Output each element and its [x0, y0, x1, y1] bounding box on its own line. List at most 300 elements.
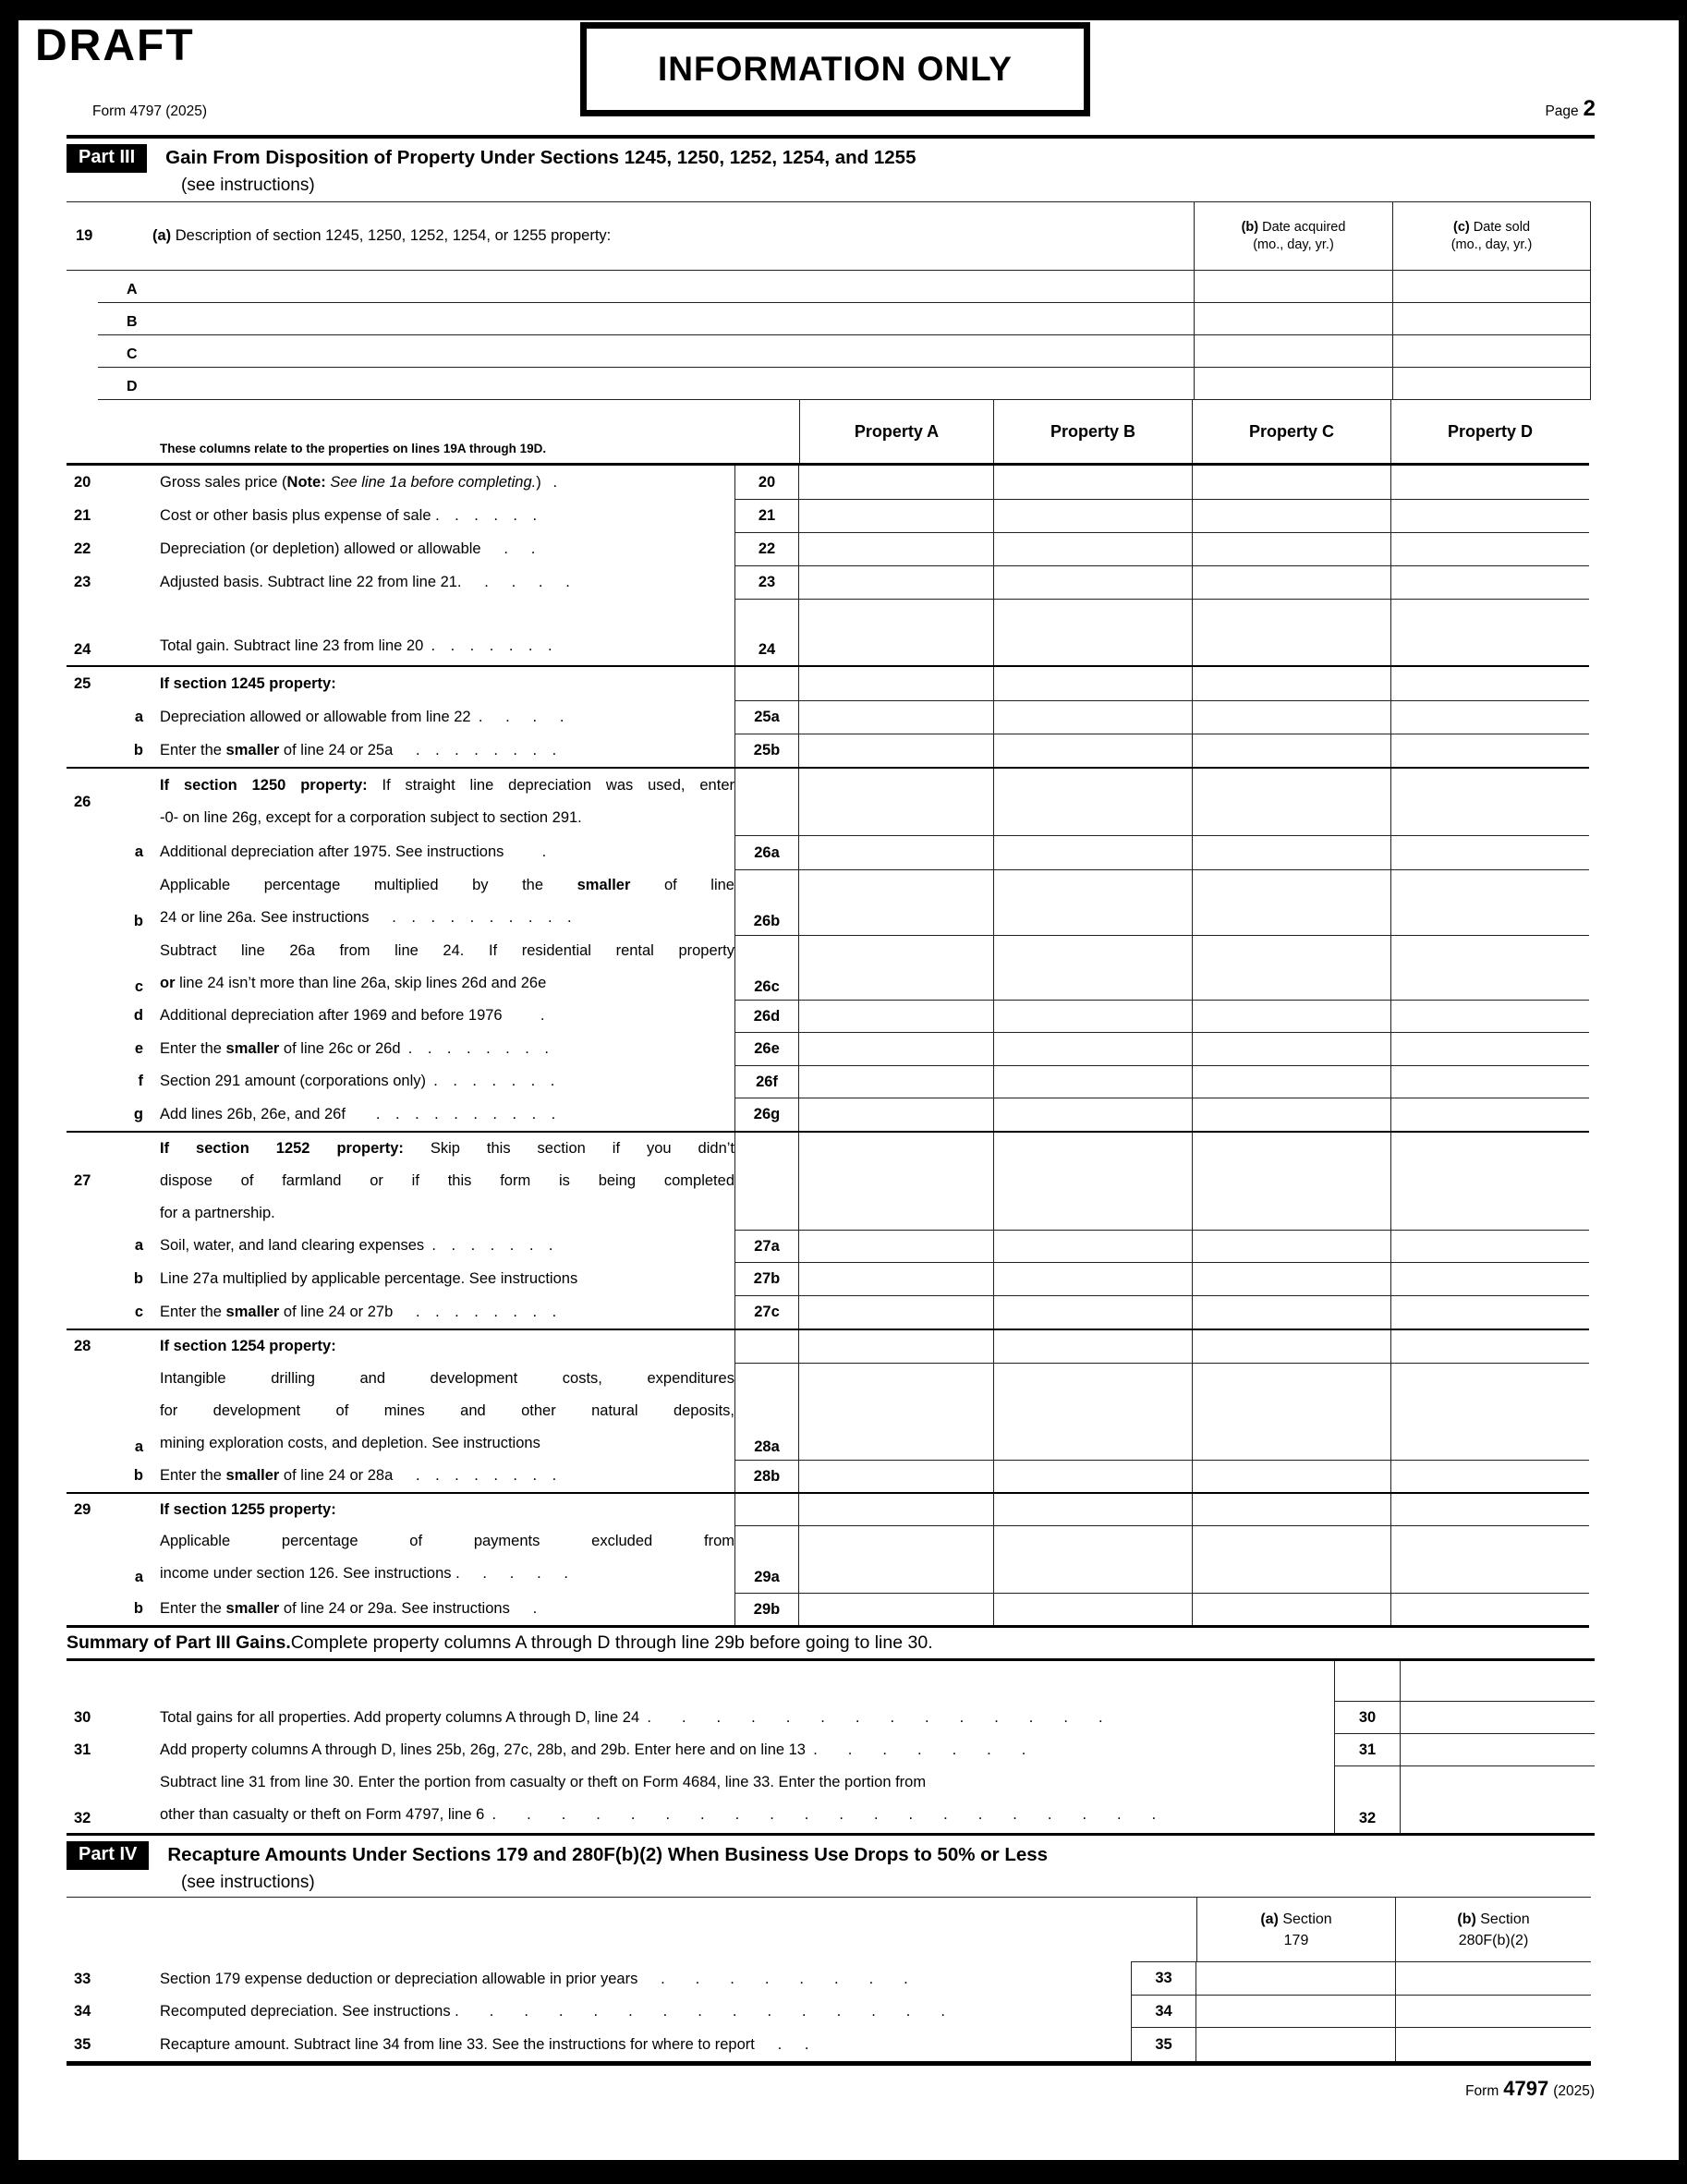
line-number-margin: 34 — [74, 2003, 91, 2020]
table-row — [67, 532, 1589, 565]
entry-20-c[interactable] — [1192, 466, 1390, 499]
empty-cell — [799, 1133, 993, 1230]
entry-27b-b[interactable] — [993, 1262, 1192, 1295]
line-number-box: 33 — [1131, 1962, 1196, 1996]
entry-26c-d[interactable] — [1390, 935, 1589, 1002]
entry-26c-c[interactable] — [1192, 935, 1390, 1002]
entry-24-b[interactable] — [993, 599, 1192, 665]
entry-29b-d[interactable] — [1390, 1593, 1589, 1625]
entry-28b-d[interactable] — [1390, 1460, 1589, 1492]
line-number-margin: 31 — [74, 1741, 91, 1758]
table-row — [67, 599, 1589, 665]
empty-cell — [1192, 1133, 1390, 1230]
row-label — [160, 499, 734, 532]
entry-35-section280F[interactable] — [1395, 2028, 1591, 2061]
label-line: Section 291 amount (corporations only) . . . . . . . — [160, 1073, 555, 1089]
entry-26e-c[interactable] — [1192, 1032, 1390, 1065]
line-number-box: 28a — [734, 1363, 799, 1462]
row-label — [160, 1661, 1334, 1702]
row-label — [160, 1133, 734, 1230]
table-row — [67, 1098, 1589, 1131]
property-d-header: Property D — [1390, 400, 1589, 463]
entry-26e-a[interactable] — [799, 1032, 993, 1065]
table-row — [67, 1734, 1595, 1766]
entry-25b-d[interactable] — [1390, 734, 1589, 767]
entry-28a-b[interactable] — [993, 1363, 1192, 1462]
line-number-box: 26a — [734, 835, 799, 869]
entry-20-d[interactable] — [1390, 466, 1589, 499]
entry-25b-c[interactable] — [1192, 734, 1390, 767]
row-letter: C — [127, 346, 138, 362]
row-letter: D — [127, 379, 138, 394]
entry-27b-c[interactable] — [1192, 1262, 1390, 1295]
row-label — [160, 599, 734, 665]
line-number-margin: b — [133, 1269, 143, 1287]
entry-29a-a[interactable] — [799, 1525, 993, 1593]
entry-28a-a[interactable] — [799, 1363, 993, 1462]
label-line: for development of mines and other natural deposits, — [160, 1402, 734, 1419]
part4-badge: Part IV — [67, 1841, 149, 1870]
entry-19A-description[interactable] — [67, 271, 1194, 303]
label-line: Subtract line 26a from line 24. If residential rental property — [160, 942, 734, 959]
line-number-margin: a — [134, 843, 143, 860]
line-number-box: 26d — [734, 1000, 799, 1032]
entry-30[interactable] — [1401, 1702, 1595, 1734]
line-number-box: 31 — [1334, 1734, 1401, 1766]
line-number-margin — [67, 1661, 160, 1702]
line-number-margin: 20 — [74, 473, 91, 491]
line-number-margin: b — [133, 913, 143, 929]
line-number-margin: g — [133, 1105, 143, 1122]
line-number-box: 26b — [734, 869, 799, 937]
entry-27b-a[interactable] — [799, 1262, 993, 1295]
line-number-margin: a — [134, 1569, 143, 1585]
table-row — [67, 1766, 1595, 1833]
empty-cell — [799, 769, 993, 835]
line-number-box: 26f — [734, 1065, 799, 1098]
row-label: 33 Section 179 expense deduction or depreciation allowable in prior years . . . . . . . . — [67, 1962, 1131, 1996]
row-label — [160, 769, 734, 835]
table-row — [67, 1000, 1589, 1032]
entry-26g-b[interactable] — [993, 1098, 1192, 1131]
row-label — [160, 1593, 734, 1625]
page-footer — [67, 2077, 1595, 2101]
entry-19A-date-sold[interactable] — [1392, 271, 1591, 303]
line-number-box: 26c — [734, 935, 799, 1002]
entry-25a-b[interactable] — [993, 700, 1192, 734]
entry-26c-b[interactable] — [993, 935, 1192, 1002]
row-letter: B — [127, 314, 138, 330]
summary-heading — [67, 1628, 1595, 1661]
entry-28b-c[interactable] — [1192, 1460, 1390, 1492]
empty-cell — [993, 1330, 1192, 1363]
entry-27a-c[interactable] — [1192, 1230, 1390, 1262]
entry-26b-d[interactable] — [1390, 869, 1589, 937]
entry-22-d[interactable] — [1390, 532, 1589, 565]
row-label — [160, 532, 734, 565]
table-row — [67, 1460, 1589, 1492]
date-sold-column-header: (c) Date sold (mo., day, yr.) — [1392, 202, 1591, 270]
empty-cell — [799, 667, 993, 700]
row-label — [160, 935, 734, 1002]
label-line: -0- on line 26g, except for a corporation subject to section 291. — [160, 809, 582, 826]
table-row — [67, 1492, 1589, 1525]
entry-29b-a[interactable] — [799, 1593, 993, 1625]
table-row — [67, 700, 1589, 734]
line-number-box: 28b — [734, 1460, 799, 1492]
line-number-margin: a — [134, 1237, 143, 1254]
row-label — [160, 1702, 1334, 1734]
entry-27a-b[interactable] — [993, 1230, 1192, 1262]
row-label — [160, 1363, 734, 1462]
entry-26d-c[interactable] — [1192, 1000, 1390, 1032]
entry-26a-c[interactable] — [1192, 835, 1390, 869]
line-number-margin: 22 — [74, 540, 91, 557]
line-number-box — [734, 1330, 799, 1363]
entry-20-a[interactable] — [799, 466, 993, 499]
entry-26d-d[interactable] — [1390, 1000, 1589, 1032]
property-columns-header — [67, 400, 1589, 463]
entry-19D-description[interactable] — [67, 368, 1194, 400]
label-line: Enter the smaller of line 24 or 25a . . . . . . . . — [160, 741, 557, 758]
table-row — [67, 271, 1591, 303]
table-row — [67, 303, 1591, 335]
empty-cell — [67, 1898, 1131, 1962]
entry-27c-b[interactable] — [993, 1295, 1192, 1329]
row-label — [160, 1525, 734, 1593]
row-label — [160, 667, 734, 700]
entry-23-c[interactable] — [1192, 565, 1390, 599]
line19-header-row — [67, 202, 1591, 271]
empty-cell — [1192, 1494, 1390, 1526]
line-number-box — [734, 1133, 799, 1230]
property-a-header: Property A — [799, 400, 993, 463]
entry-29a-b[interactable] — [993, 1525, 1192, 1593]
entry-35-section179[interactable] — [1196, 2028, 1395, 2061]
entry-29b-c[interactable] — [1192, 1593, 1390, 1625]
empty-cell — [1390, 769, 1589, 835]
row-label — [160, 1262, 734, 1295]
table-row — [67, 1065, 1589, 1098]
line-number-box — [1334, 1661, 1401, 1702]
label-line: Enter the smaller of line 26c or 26d . . . . . . . . — [160, 1039, 549, 1057]
empty-cell — [799, 1494, 993, 1526]
row-letter: A — [127, 282, 138, 297]
entry-19C-date-acquired[interactable] — [1194, 335, 1392, 368]
line-number-box: 32 — [1334, 1766, 1401, 1834]
line-number-margin: 29 — [74, 1501, 91, 1518]
entry-26e-b[interactable] — [993, 1032, 1192, 1065]
row-label: 34 Recomputed depreciation. See instructions . . . . . . . . . . . . . . . — [67, 1996, 1131, 2028]
entry-23-d[interactable] — [1390, 565, 1589, 599]
empty-cell — [993, 667, 1192, 700]
row-label — [160, 1230, 734, 1262]
line-number-box: 24 — [734, 599, 799, 665]
empty-cell — [1401, 1661, 1595, 1702]
label-line: Enter the smaller of line 24 or 29a. See instructions . — [160, 1600, 538, 1617]
section-179-column-header: (a) Section 179 — [1196, 1898, 1395, 1962]
entry-26a-a[interactable] — [799, 835, 993, 869]
label-line: If section 1254 property: — [160, 1338, 336, 1354]
empty-cell — [993, 1494, 1192, 1526]
information-only-banner: INFORMATION ONLY — [580, 22, 1090, 116]
entry-25a-d[interactable] — [1390, 700, 1589, 734]
label-line: 24 or line 26a. See instructions . . . . . . . . . . — [160, 909, 572, 926]
entry-23-a[interactable] — [799, 565, 993, 599]
label-line: Cost or other basis plus expense of sale . . . . . . — [160, 506, 538, 524]
table-row — [67, 466, 1589, 499]
part4-header — [67, 1833, 1595, 1897]
label-line: Line 27a multiplied by applicable percentage. See instructions — [160, 1269, 578, 1287]
table-row — [67, 1363, 1589, 1460]
line-number-margin: 27 — [74, 1172, 91, 1189]
table-row — [67, 1295, 1589, 1329]
header-rule — [67, 135, 1595, 139]
entry-21-d[interactable] — [1390, 499, 1589, 532]
label-line: or line 24 isn’t more than line 26a, skip lines 26d and 26e — [160, 975, 547, 991]
entry-26b-a[interactable] — [799, 869, 993, 937]
line-number-margin: 35 — [74, 2035, 91, 2053]
table-row — [67, 1032, 1589, 1065]
row-label — [160, 1098, 734, 1131]
entry-27c-c[interactable] — [1192, 1295, 1390, 1329]
entry-19A-date-acquired[interactable] — [1194, 271, 1392, 303]
entry-26b-c[interactable] — [1192, 869, 1390, 937]
entry-26d-a[interactable] — [799, 1000, 993, 1032]
row-label — [160, 700, 734, 734]
entry-21-b[interactable] — [993, 499, 1192, 532]
entry-19D-date-sold[interactable] — [1392, 368, 1591, 400]
label-line: Subtract line 31 from line 30. Enter the portion from casualty or theft on Form 4684, line 33. Enter the portion from — [160, 1774, 927, 1790]
table-row — [67, 935, 1589, 1000]
table-row — [67, 2028, 1591, 2061]
part3-subtitle: (see instructions) — [181, 176, 315, 195]
label-line: Total gain. Subtract line 23 from line 20 . . . . . . . — [160, 637, 552, 654]
entry-26d-b[interactable] — [993, 1000, 1192, 1032]
entry-29a-d[interactable] — [1390, 1525, 1589, 1593]
row-label — [160, 734, 734, 767]
line-number-margin: b — [133, 1467, 143, 1484]
entry-24-d[interactable] — [1390, 599, 1589, 665]
row-label — [160, 1766, 1334, 1834]
entry-21-a[interactable] — [799, 499, 993, 532]
line-number-margin: 24 — [74, 641, 91, 658]
line-number-box: 29a — [734, 1525, 799, 1593]
line-number-margin: 33 — [74, 1970, 91, 1987]
line-number-box: 27a — [734, 1230, 799, 1262]
entry-27a-a[interactable] — [799, 1230, 993, 1262]
entry-22-a[interactable] — [799, 532, 993, 565]
entry-25b-b[interactable] — [993, 734, 1192, 767]
empty-cell — [1131, 1898, 1196, 1962]
entry-26g-c[interactable] — [1192, 1098, 1390, 1131]
line19-number: 19 — [76, 227, 93, 244]
page-border-right — [1679, 0, 1687, 2184]
entry-26a-b[interactable] — [993, 835, 1192, 869]
table-row — [67, 1131, 1589, 1230]
entry-19D-date-acquired[interactable] — [1194, 368, 1392, 400]
entry-26b-b[interactable] — [993, 869, 1192, 937]
part4-table — [67, 1897, 1591, 2066]
entry-19B-description[interactable] — [67, 303, 1194, 335]
line19-label — [67, 202, 1194, 270]
table-row — [67, 734, 1589, 767]
part4-subtitle: (see instructions) — [181, 1873, 315, 1892]
form-identifier: Form 4797 (2025) — [92, 103, 208, 119]
entry-21-c[interactable] — [1192, 499, 1390, 532]
entry-28b-b[interactable] — [993, 1460, 1192, 1492]
entry-33-section179[interactable] — [1196, 1962, 1395, 1996]
line-number-margin: c — [134, 1303, 143, 1320]
entry-28a-c[interactable] — [1192, 1363, 1390, 1462]
entry-28b-a[interactable] — [799, 1460, 993, 1492]
part3-header — [67, 140, 1595, 200]
label-line: If section 1245 property: — [160, 674, 336, 692]
entry-25a-a[interactable] — [799, 700, 993, 734]
entry-26g-a[interactable] — [799, 1098, 993, 1131]
entry-29a-c[interactable] — [1192, 1525, 1390, 1593]
table-row — [67, 767, 1589, 835]
table-row — [67, 665, 1589, 700]
label-line: Gross sales price (Note: See line 1a before completing.) . — [160, 473, 558, 491]
summary-heading-rest: Complete property columns A through D through line 29b before going to line 30. — [290, 1632, 933, 1653]
row-label — [160, 1032, 734, 1065]
entry-26f-b[interactable] — [993, 1065, 1192, 1098]
entry-27a-d[interactable] — [1390, 1230, 1589, 1262]
line-number-margin: 21 — [74, 506, 91, 524]
line-number-box: 20 — [734, 466, 799, 499]
entry-24-c[interactable] — [1192, 599, 1390, 665]
label-line: Soil, water, and land clearing expenses . . . . . . . — [160, 1237, 553, 1254]
label-line: other than casualty or theft on Form 4797, line 6 . . . . . . . . . . . . . . . . . . . . — [160, 1806, 1157, 1823]
entry-22-c[interactable] — [1192, 532, 1390, 565]
summary-heading-bold: Summary of Part III Gains. — [67, 1632, 291, 1653]
row-label: 35 Recapture amount. Subtract line 34 from line 33. See the instructions for where to report . . — [67, 2028, 1131, 2061]
label-line: Additional depreciation after 1969 and before 1976 . — [160, 1007, 545, 1024]
label-line: If section 1252 property: Skip this section if you didn’t — [160, 1140, 735, 1157]
label-line: Intangible drilling and development costs, expenditures — [160, 1370, 734, 1387]
row-label — [160, 1460, 734, 1492]
row-label — [160, 1295, 734, 1329]
label-line: Additional depreciation after 1975. See instructions . — [160, 843, 547, 860]
summary-table — [67, 1661, 1595, 1833]
label-line: Enter the smaller of line 24 or 28a . . . . . . . . — [160, 1467, 557, 1484]
label-line: Add property columns A through D, lines 25b, 26g, 27c, 28b, and 29b. Enter here and on line 13 . . . . . . . — [160, 1741, 1026, 1758]
entry-26f-a[interactable] — [799, 1065, 993, 1098]
line-number-margin: d — [133, 1007, 143, 1024]
entry-26e-d[interactable] — [1390, 1032, 1589, 1065]
part4-title: Recapture Amounts Under Sections 179 and 280F(b)(2) When Business Use Drops to 50% or Less — [167, 1844, 1049, 1865]
entry-23-b[interactable] — [993, 565, 1192, 599]
line-number-margin: c — [134, 978, 143, 995]
entry-27c-d[interactable] — [1390, 1295, 1589, 1329]
line-number-box: 29b — [734, 1593, 799, 1625]
row-label — [160, 835, 734, 869]
entry-19B-date-sold[interactable] — [1392, 303, 1591, 335]
entry-26g-d[interactable] — [1390, 1098, 1589, 1131]
row-label — [160, 869, 734, 937]
table-row — [67, 368, 1591, 400]
line-number-margin: a — [134, 708, 143, 725]
entry-31[interactable] — [1401, 1734, 1595, 1766]
table-row — [67, 869, 1589, 935]
entry-25a-c[interactable] — [1192, 700, 1390, 734]
entry-19C-description[interactable] — [67, 335, 1194, 368]
row-label — [160, 1065, 734, 1098]
entry-20-b[interactable] — [993, 466, 1192, 499]
empty-cell — [1390, 1330, 1589, 1363]
page-border-bottom — [0, 2160, 1687, 2184]
entry-19C-date-sold[interactable] — [1392, 335, 1591, 368]
entry-27c-a[interactable] — [799, 1295, 993, 1329]
table-row — [67, 335, 1591, 368]
footer-form-word: Form — [1465, 2083, 1499, 2099]
footer-form-number: 4797 — [1503, 2077, 1549, 2100]
entry-24-a[interactable] — [799, 599, 993, 665]
empty-cell — [1192, 667, 1390, 700]
row-label — [160, 1330, 734, 1363]
table-row — [67, 499, 1589, 532]
line-number-margin: b — [133, 741, 143, 758]
empty-cell — [1390, 667, 1589, 700]
entry-26f-d[interactable] — [1390, 1065, 1589, 1098]
table-row — [67, 565, 1589, 599]
line-number-margin: 25 — [74, 674, 91, 692]
table-row — [67, 1593, 1589, 1625]
footer-form-year: (2025) — [1553, 2083, 1595, 2099]
line-number-margin: e — [134, 1039, 143, 1057]
label-line: Total gains for all properties. Add property columns A through D, line 24 . . . . . . . . . . . . . . — [160, 1709, 1103, 1726]
line-number-margin: 30 — [74, 1709, 91, 1726]
entry-29b-b[interactable] — [993, 1593, 1192, 1625]
label-line: for a partnership. — [160, 1205, 275, 1221]
entry-22-b[interactable] — [993, 532, 1192, 565]
line-number-box: 35 — [1131, 2028, 1196, 2061]
label-line: mining exploration costs, and depletion. See instructions — [160, 1435, 540, 1451]
empty-cell — [993, 1133, 1192, 1230]
table-row — [67, 1702, 1595, 1734]
line-number-box: 27b — [734, 1262, 799, 1295]
page-border-left — [0, 0, 18, 2184]
entry-26f-c[interactable] — [1192, 1065, 1390, 1098]
entry-26a-d[interactable] — [1390, 835, 1589, 869]
draft-watermark: DRAFT — [35, 21, 195, 70]
entry-27b-d[interactable] — [1390, 1262, 1589, 1295]
entry-26c-a[interactable] — [799, 935, 993, 1002]
section-280F-column-header: (b) Section 280F(b)(2) — [1395, 1898, 1591, 1962]
entry-33-section280F[interactable] — [1395, 1962, 1591, 1996]
label-line: Enter the smaller of line 24 or 27b . . . . . . . . — [160, 1303, 557, 1320]
label-line: Applicable percentage multiplied by the smaller of line — [160, 877, 734, 893]
entry-34-section280F[interactable] — [1395, 1996, 1591, 2028]
empty-cell — [1390, 1494, 1589, 1526]
entry-19B-date-acquired[interactable] — [1194, 303, 1392, 335]
entry-25b-a[interactable] — [799, 734, 993, 767]
entry-32[interactable] — [1401, 1766, 1595, 1834]
line-number-box — [734, 769, 799, 835]
columns-note: These columns relate to the properties on lines 19A through 19D. — [160, 442, 547, 455]
line-number-margin: f — [138, 1073, 143, 1089]
line-number-box: 34 — [1131, 1996, 1196, 2028]
line-number-box — [734, 667, 799, 700]
empty-cell — [1390, 1133, 1589, 1230]
row-label — [160, 565, 734, 599]
entry-28a-d[interactable] — [1390, 1363, 1589, 1462]
label-line: income under section 126. See instructions . . . . . — [160, 1565, 569, 1582]
entry-34-section179[interactable] — [1196, 1996, 1395, 2028]
date-acquired-column-header: (b) Date acquired (mo., day, yr.) — [1194, 202, 1392, 270]
line-number-box: 26e — [734, 1032, 799, 1065]
